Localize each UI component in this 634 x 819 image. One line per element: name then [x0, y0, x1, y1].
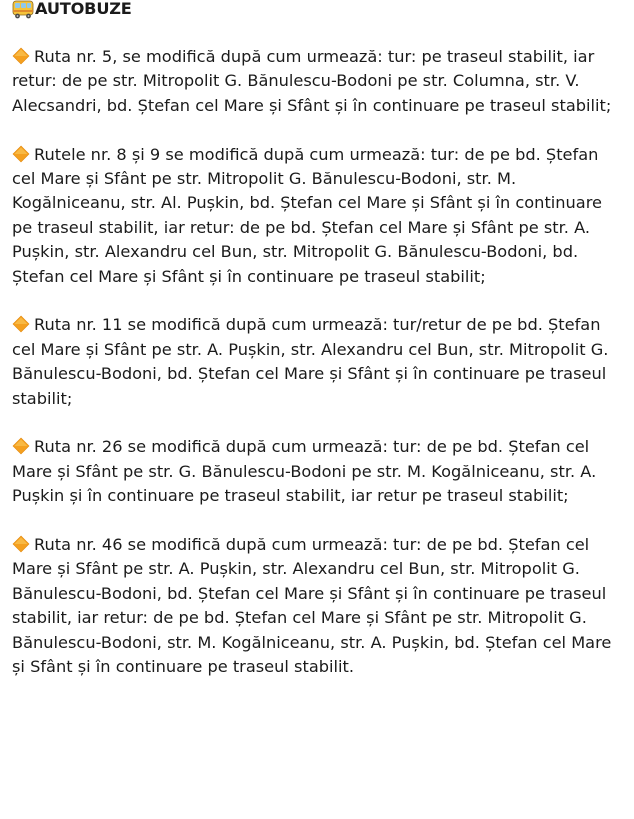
route-list	[12, 45, 626, 680]
route-item	[12, 533, 626, 679]
route-item	[12, 435, 626, 508]
route-item	[12, 45, 626, 118]
header-title: AUTOBUZE	[35, 0, 132, 18]
route-item	[12, 143, 626, 289]
bus-icon	[12, 0, 34, 19]
orange-diamond-icon	[12, 535, 30, 553]
route-text: Ruta nr. 26 se modifică după cum urmează: tur: de pe bd. Ștefan cel Mare și Sfânt pe str. G. Bănulescu-Bodoni pe str. M. Kogălniceanu, str. A. Pușkin și în continuare pe traseul stabilit, iar retur pe traseul stabilit;	[12, 437, 597, 506]
route-text: Ruta nr. 46 se modifică după cum urmează: tur: de pe bd. Ștefan cel Mare și Sfânt pe str. A. Pușkin, str. Alexandru cel Bun, str. Mitropolit G. Bănulescu-Bodoni, bd. Ștefan cel Mare și Sfânt și în continuare pe traseul stabilit, iar retur: de pe bd. Ștefan cel Mare și Sfânt pe str. Mitropolit G. Bănulescu-Bodoni, str. M. Kogălniceanu, str. A. Pușkin, bd. Ștefan cel Mare și Sfânt și în continuare pe traseul stabilit.	[12, 535, 612, 677]
orange-diamond-icon	[12, 437, 30, 455]
post-header	[12, 0, 626, 21]
orange-diamond-icon	[12, 47, 30, 65]
route-text: Ruta nr. 11 se modifică după cum urmează: tur/retur de pe bd. Ștefan cel Mare și Sfânt pe str. A. Pușkin, str. Alexandru cel Bun, str. Mitropolit G. Bănulescu-Bodoni, bd. Ștefan cel Mare și Sfânt și în continuare pe traseul stabilit;	[12, 315, 609, 408]
route-item	[12, 313, 626, 411]
orange-diamond-icon	[12, 315, 30, 333]
route-text: Rutele nr. 8 și 9 se modifică după cum urmează: tur: de pe bd. Ștefan cel Mare și Sfânt pe str. Mitropolit G. Bănulescu-Bodoni, str. M. Kogălniceanu, str. Al. Pușkin, bd. Ștefan cel Mare și Sfânt și în continuare pe traseul stabilit, iar retur: de pe bd. Ștefan cel Mare și Sfânt pe str. A. Pușkin, str. Alexandru cel Bun, str. Mitropolit G. Bănulescu-Bodoni, bd. Ștefan cel Mare și Sfânt și în continuare pe traseul stabilit;	[12, 144, 602, 286]
route-text: Ruta nr. 5, se modifică după cum urmează: tur: pe traseul stabilit, iar retur: de pe str. Mitropolit G. Bănulescu-Bodoni pe str. Columna, str. V. Alecsandri, bd. Ștefan cel Mare și Sfânt și în continuare pe traseul stabilit;	[12, 47, 612, 115]
orange-diamond-icon	[12, 145, 30, 163]
